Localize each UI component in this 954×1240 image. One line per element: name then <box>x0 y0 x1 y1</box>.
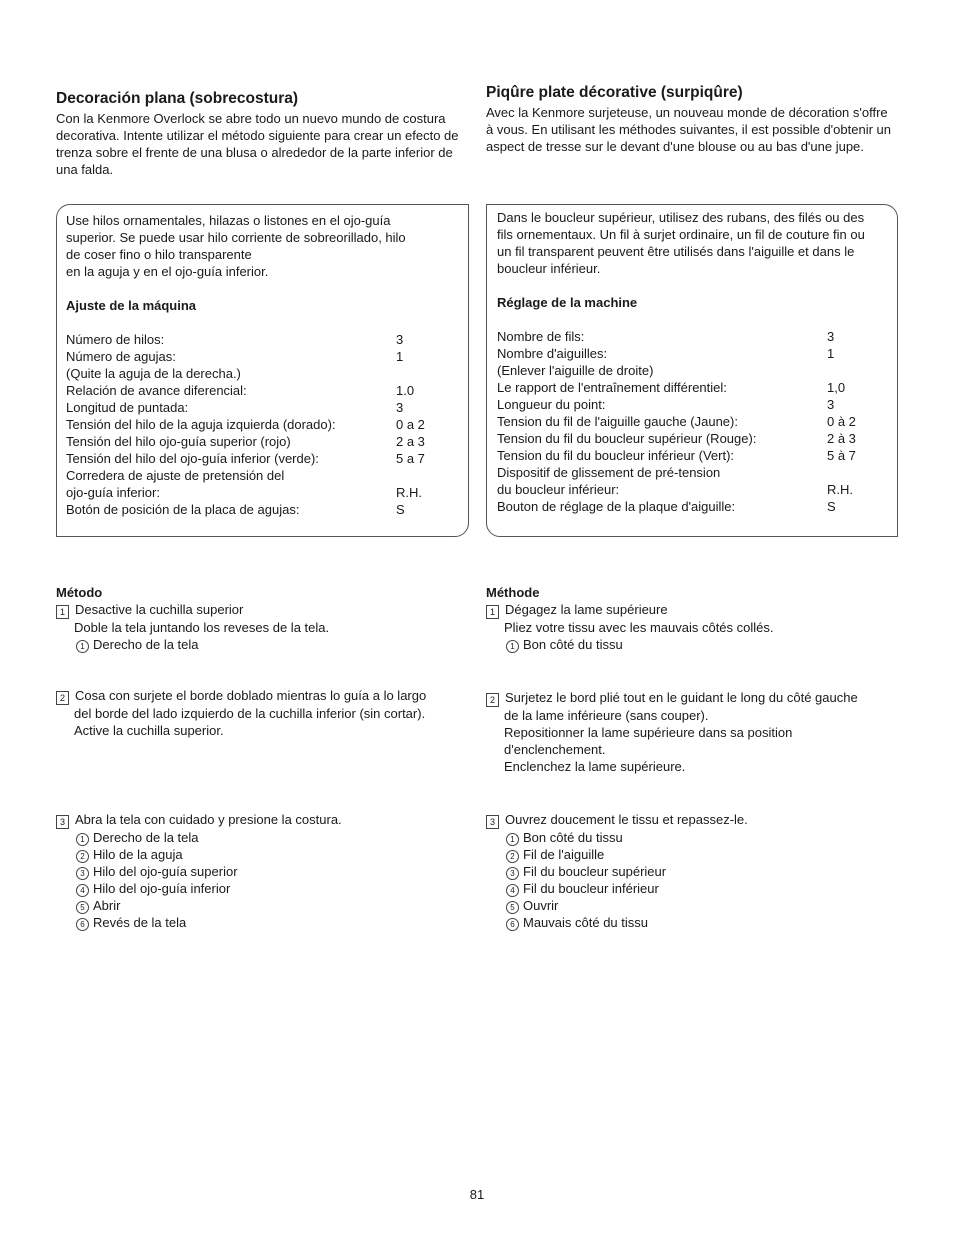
step-1-es <box>56 601 329 653</box>
callout <box>56 880 342 897</box>
box-intro-line: superior. Se puede usar hilo corriente de sobreorillado, hilo <box>66 230 406 245</box>
step-text: Surjetez le bord plié tout en le guidant le long du côté gauche <box>505 690 858 705</box>
step-3-es <box>56 811 342 931</box>
setting-row <box>497 328 877 345</box>
setting-value: 3 <box>827 329 835 344</box>
setting-value: 2 à 3 <box>827 431 856 446</box>
callout-text: Abrir <box>93 898 121 913</box>
setting-value: 0 a 2 <box>396 417 425 432</box>
callout <box>56 829 342 846</box>
step-number: 3 <box>486 815 499 829</box>
setting-value: 0 à 2 <box>827 414 856 429</box>
setting-value: 5 a 7 <box>396 451 425 466</box>
callout <box>56 914 342 931</box>
setting-label: Relación de avance diferencial: <box>66 383 247 398</box>
setting-row <box>497 413 877 430</box>
setting-value: S <box>827 499 836 514</box>
setting-row <box>66 433 446 450</box>
setting-value: 5 à 7 <box>827 448 856 463</box>
box-intro-line: de coser fino o hilo transparente <box>66 247 252 262</box>
step-line: Pliez votre tissu avec les mauvais côtés collés. <box>504 620 774 635</box>
step-number: 2 <box>56 691 69 705</box>
callout-text: Fil du boucleur supérieur <box>523 864 667 879</box>
setting-label: Nombre d'aiguilles: <box>497 346 608 361</box>
setting-label: Longitud de puntada: <box>66 400 189 415</box>
callout-text: Derecho de la tela <box>93 830 199 845</box>
setting-label: Tension du fil du boucleur supérieur (Rouge): <box>497 431 757 446</box>
step-line: Active la cuchilla superior. <box>74 723 224 738</box>
page-number: 81 <box>469 1187 485 1202</box>
setting-label: ojo-guía inferior: <box>66 485 160 500</box>
step-line <box>56 811 342 829</box>
callout-number: 3 <box>506 867 519 880</box>
step-line: Repositionner la lame supérieure dans sa position <box>504 725 793 740</box>
step-text: Dégagez la lame supérieure <box>505 602 668 617</box>
step-number: 3 <box>56 815 69 829</box>
callout-text: Fil de l'aiguille <box>523 847 605 862</box>
step-text: Cosa con surjete el borde doblado mientras lo guía a lo largo <box>75 688 427 703</box>
settings-title-fr: Réglage de la machine <box>497 295 638 310</box>
step-text: Ouvrez doucement le tissu et repassez-le. <box>505 812 748 827</box>
settings-list-fr <box>497 328 877 515</box>
setting-label: Longueur du point: <box>497 397 606 412</box>
box-intro-line: boucleur inférieur. <box>497 261 601 276</box>
setting-row <box>66 501 446 518</box>
setting-row <box>497 447 877 464</box>
callout-text: Ouvrir <box>523 898 559 913</box>
setting-row <box>497 345 877 362</box>
setting-label: Tension du fil de l'aiguille gauche (Jaune): <box>497 414 738 429</box>
callout-number: 1 <box>506 833 519 846</box>
setting-label: Tensión del hilo del ojo-guía inferior (verde): <box>66 451 319 466</box>
page-title-fr: Piqûre plate décorative (surpiqûre) <box>486 84 743 101</box>
box-intro-line: Use hilos ornamentales, hilazas o listones en el ojo-guía <box>66 213 391 228</box>
step-line: Doble la tela juntando los reveses de la tela. <box>74 620 330 635</box>
setting-row <box>66 348 446 365</box>
setting-label: Bouton de réglage de la plaque d'aiguille: <box>497 499 736 514</box>
callout <box>56 846 342 863</box>
step-number: 1 <box>56 605 69 619</box>
setting-value: 1,0 <box>827 380 846 395</box>
setting-row <box>66 331 446 348</box>
box-intro-es <box>66 212 466 280</box>
settings-list-es <box>66 331 446 518</box>
callout <box>486 636 774 653</box>
setting-row <box>497 498 877 515</box>
callout-text: Derecho de la tela <box>93 637 199 652</box>
setting-label: Tensión del hilo de la aguja izquierda (dorado): <box>66 417 336 432</box>
method-title-es: Método <box>56 585 103 600</box>
setting-label: Tensión del hilo ojo-guía superior (rojo) <box>66 434 291 449</box>
step-2-fr <box>486 689 858 775</box>
box-intro-line: fils ornementaux. Un fil à surjet ordinaire, un fil de couture fin ou <box>497 227 865 242</box>
callout <box>486 880 748 897</box>
setting-label: du boucleur inférieur: <box>497 482 620 497</box>
callout-text: Mauvais côté du tissu <box>523 915 649 930</box>
setting-label: Dispositif de glissement de pré-tension <box>497 465 721 480</box>
box-intro-line: en la aguja y en el ojo-guía inferior. <box>66 264 269 279</box>
step-line <box>486 689 858 707</box>
setting-label: (Quite la aguja de la derecha.) <box>66 366 241 381</box>
step-line <box>56 687 426 705</box>
setting-label: Botón de posición de la placa de agujas: <box>66 502 300 517</box>
setting-value: 1 <box>396 349 404 364</box>
callout-text: Hilo del ojo-guía superior <box>93 864 238 879</box>
setting-label: Corredera de ajuste de pretensión del <box>66 468 285 483</box>
setting-label: (Enlever l'aiguille de droite) <box>497 363 654 378</box>
callout <box>486 914 748 931</box>
callout-number: 6 <box>76 918 89 931</box>
callout <box>56 897 342 914</box>
setting-label: Tension du fil du boucleur inférieur (Vert): <box>497 448 735 463</box>
callout-text: Fil du boucleur inférieur <box>523 881 659 896</box>
step-text: Abra la tela con cuidado y presione la costura. <box>75 812 342 827</box>
page-title-es: Decoración plana (sobrecostura) <box>56 90 299 107</box>
box-intro-line: Dans le boucleur supérieur, utilisez des rubans, des filés ou des <box>497 210 865 225</box>
callout <box>486 863 748 880</box>
setting-value: 1.0 <box>396 383 415 398</box>
setting-value: R.H. <box>827 482 853 497</box>
callout-number: 2 <box>76 850 89 863</box>
setting-row <box>497 379 877 396</box>
callout-text: Bon côté du tissu <box>523 830 623 845</box>
intro-es: Con la Kenmore Overlock se abre todo un nuevo mundo de costura decorativa. Intente utilizar el método siguiente para crear un efecto de trenza sobre el frente de una blusa o alrededor de la parte inferior de una falda. <box>56 111 459 177</box>
step-line: del borde del lado izquierdo de la cuchilla inferior (sin cortar). <box>74 706 426 721</box>
setting-row <box>497 464 877 481</box>
setting-row <box>66 450 446 467</box>
callout-number: 6 <box>506 918 519 931</box>
setting-value: 3 <box>827 397 835 412</box>
step-text: Desactive la cuchilla superior <box>75 602 244 617</box>
step-line <box>486 811 748 829</box>
callout-text: Hilo de la aguja <box>93 847 183 862</box>
callout-text: Revés de la tela <box>93 915 187 930</box>
setting-row <box>497 362 877 379</box>
callout-number: 1 <box>76 833 89 846</box>
step-line: Enclenchez la lame supérieure. <box>504 759 686 774</box>
step-1-fr <box>486 601 774 653</box>
setting-value: 3 <box>396 332 404 347</box>
setting-label: Le rapport de l'entraînement différentiel: <box>497 380 727 395</box>
callout <box>486 897 748 914</box>
step-3-fr <box>486 811 748 931</box>
setting-row <box>66 382 446 399</box>
setting-value: R.H. <box>396 485 422 500</box>
setting-row <box>66 467 446 484</box>
callout-number: 5 <box>506 901 519 914</box>
settings-title-es: Ajuste de la máquina <box>66 298 197 313</box>
setting-value: 3 <box>396 400 404 415</box>
step-line <box>486 601 774 619</box>
setting-value: 2 a 3 <box>396 434 425 449</box>
step-2-es <box>56 687 426 739</box>
setting-row <box>66 484 446 501</box>
setting-row <box>497 430 877 447</box>
box-intro-fr <box>497 209 917 277</box>
setting-row <box>66 416 446 433</box>
setting-label: Nombre de fils: <box>497 329 585 344</box>
method-title-fr: Méthode <box>486 585 540 600</box>
step-line <box>56 601 329 619</box>
box-intro-line: un fil transparent peuvent être utilisés dans l'aiguille et dans le <box>497 244 855 259</box>
callout-number: 1 <box>506 640 519 653</box>
setting-row <box>66 365 446 382</box>
intro-fr: Avec la Kenmore surjeteuse, un nouveau monde de décoration s'offre à vous. En utilisant les méthodes suivantes, il est possible d'obtenir un aspect de tresse sur le devant d'une blouse ou au bas d'une jupe. <box>486 105 891 154</box>
setting-label: Número de hilos: <box>66 332 165 347</box>
callout-text: Bon côté du tissu <box>523 637 623 652</box>
setting-value: S <box>396 502 405 517</box>
setting-row <box>497 481 877 498</box>
callout-number: 4 <box>76 884 89 897</box>
callout-text: Hilo del ojo-guía inferior <box>93 881 231 896</box>
callout <box>56 636 329 653</box>
setting-row <box>497 396 877 413</box>
callout-number: 4 <box>506 884 519 897</box>
callout <box>486 846 748 863</box>
callout <box>56 863 342 880</box>
setting-value: 1 <box>827 346 835 361</box>
setting-row <box>66 399 446 416</box>
callout <box>486 829 748 846</box>
callout-number: 1 <box>76 640 89 653</box>
step-number: 1 <box>486 605 499 619</box>
setting-label: Número de agujas: <box>66 349 176 364</box>
callout-number: 2 <box>506 850 519 863</box>
callout-number: 3 <box>76 867 89 880</box>
step-line: d'enclenchement. <box>504 742 606 757</box>
step-line: de la lame inférieure (sans couper). <box>504 708 709 723</box>
step-number: 2 <box>486 693 499 707</box>
callout-number: 5 <box>76 901 89 914</box>
